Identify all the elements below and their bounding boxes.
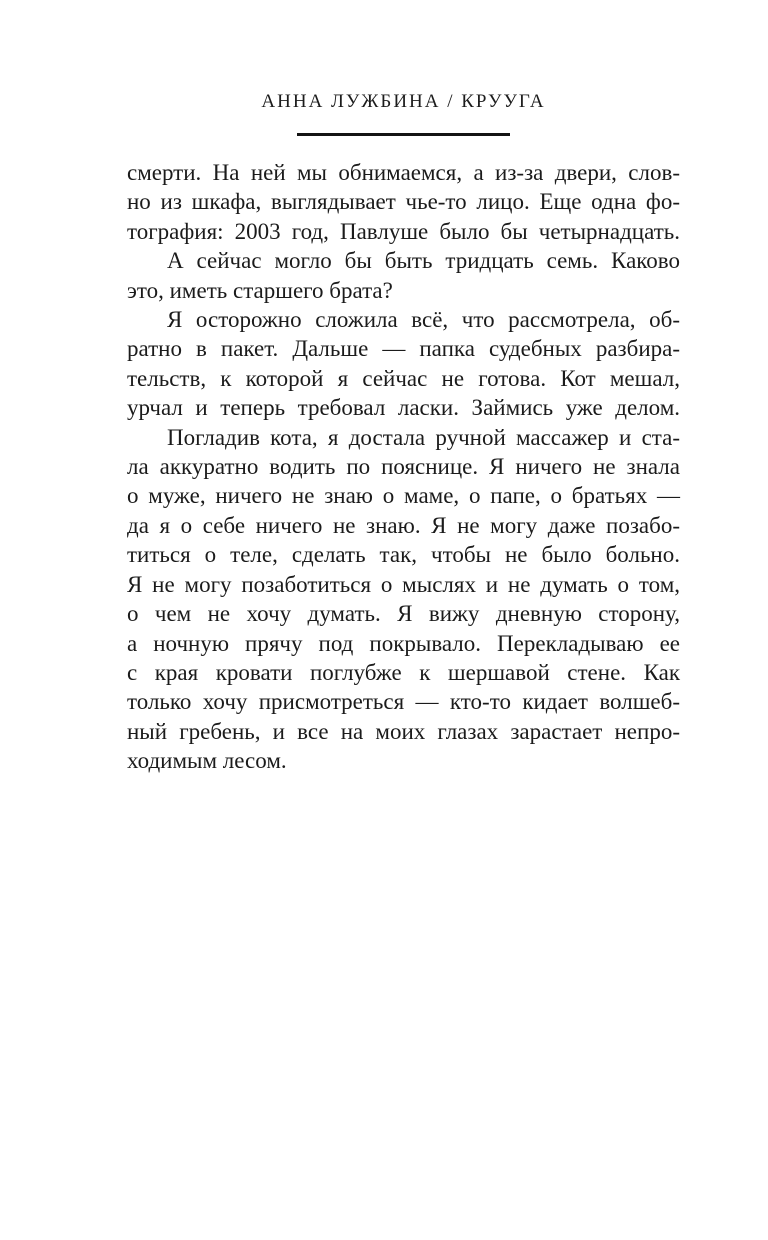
text-line: урчал и теперь требовал ласки. Займись уже делом.: [127, 395, 680, 421]
text-line: смерти. На ней мы обнимаемся, а из-за двери, слов-: [127, 160, 680, 185]
text-line: Погладив кота, я достала ручной массажер и ста-: [167, 424, 680, 450]
text-line: ратно в пакет. Дальше — папка судебных разбира-: [127, 336, 680, 362]
text-line: а ночную прячу под покрывало. Перекладываю ее: [127, 630, 680, 656]
text-line: ходимым лесом.: [127, 748, 287, 774]
text-line: Я осторожно сложила всё, что рассмотрела, об-: [167, 307, 680, 333]
text-line: да я о себе ничего не знаю. Я не могу даже позабо-: [127, 512, 680, 538]
text-line: ла аккуратно водить по пояснице. Я ничего не знала: [127, 454, 680, 480]
text-line: о муже, ничего не знаю о маме, о папе, о братьях —: [127, 483, 680, 509]
running-head-title: АННА ЛУЖБИНА / КРУУГА: [261, 91, 546, 112]
page-body: [127, 158, 680, 776]
text-line: А сейчас могло бы быть тридцать семь. Каково: [167, 248, 680, 274]
header-rule: [297, 133, 510, 136]
text-line: о чем не хочу думать. Я вижу дневную сторону,: [127, 601, 680, 627]
text-line: Я не могу позаботиться о мыслях и не думать о том,: [127, 571, 680, 597]
text-line: тография: 2003 год, Павлуше было бы четырнадцать.: [127, 218, 680, 244]
text-line: тельств, к которой я сейчас не готова. Кот мешал,: [127, 365, 680, 391]
text-line: ный гребень, и все на моих глазах зарастает непро-: [127, 718, 680, 744]
text-line: только хочу присмотреться — кто-то кидает волшеб-: [127, 689, 680, 715]
text-line: это, иметь старшего брата?: [127, 277, 393, 303]
text-line: но из шкафа, выглядывает чье-то лицо. Еще одна фо-: [127, 189, 680, 215]
text-line: с края кровати поглубже к шершавой стене. Как: [127, 659, 680, 685]
text-line: титься о теле, сделать так, чтобы не было больно.: [127, 542, 680, 568]
